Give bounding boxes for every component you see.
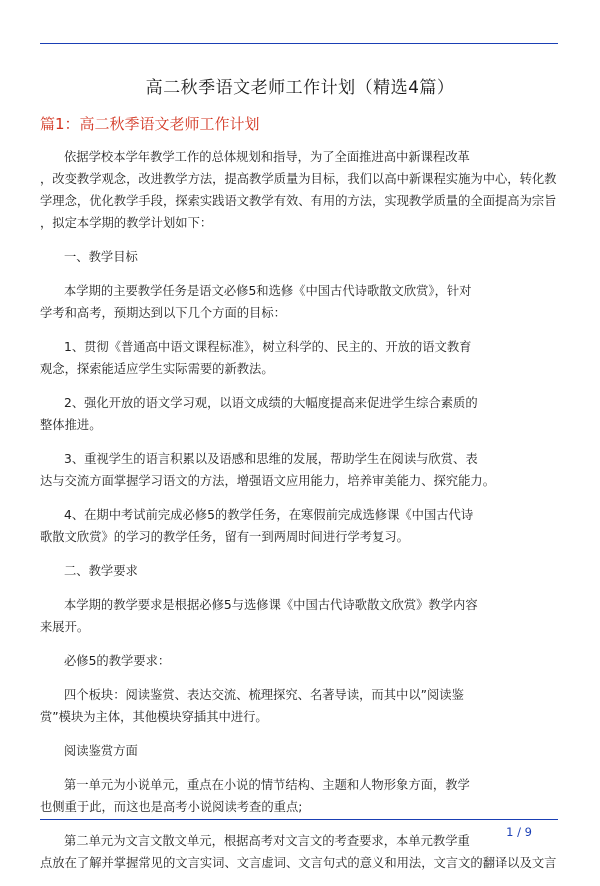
text-line: 来展开。 (40, 620, 90, 634)
page-number: 1 / 9 (506, 825, 532, 839)
text-line: 2、强化开放的语文学习观，以语文成绩的大幅度提高来促进学生综合素质的 (64, 396, 478, 410)
paragraph (40, 504, 560, 548)
paragraph (40, 830, 560, 874)
paragraph (40, 684, 560, 728)
text-line: 本学期的教学要求是根据必修5与选修课《中国古代诗歌散文欣赏》教学内容 (64, 598, 478, 612)
text-line: 整体推进。 (40, 418, 102, 432)
text-line: ，改变教学观念，改进教学方法，提高教学质量为目标，我们以高中新课程实施为中心，转化教 (40, 172, 557, 186)
text-line: 也侧重于此，而这也是高考小说阅读考查的重点; (40, 800, 303, 814)
paragraph (40, 560, 560, 582)
text-line: 本学期的主要教学任务是语文必修5和选修《中国古代诗歌散文欣赏》，针对 (64, 284, 472, 298)
text-line: 赏”模块为主体，其他模块穿插其中进行。 (40, 710, 268, 724)
text-line: 一、教学目标 (64, 250, 138, 264)
document-title: 高二秋季语文老师工作计划（精选4篇） (145, 78, 455, 98)
text-line: 3、重视学生的语言积累以及语感和思维的发展，帮助学生在阅读与欣赏、表 (64, 452, 478, 466)
text-line: 观念，探索能适应学生实际需要的新教法。 (40, 362, 274, 376)
text-line: 歌散文欣赏》的学习的教学任务，留有一到两周时间进行学考复习。 (40, 530, 409, 544)
section-heading: 篇1：高二秋季语文老师工作计划 (40, 115, 260, 133)
text-line: 依据学校本学年教学工作的总体规划和指导，为了全面推进高中新课程改革 (64, 150, 470, 164)
text-line: 达与交流方面掌握学习语文的方法，增强语文应用能力，培养审美能力、探究能力。 (40, 474, 495, 488)
header-rule (40, 43, 558, 44)
paragraph (40, 336, 560, 380)
paragraph (40, 280, 560, 324)
text-line: 4、在期中考试前完成必修5的教学任务，在寒假前完成选修课《中国古代诗 (64, 508, 474, 522)
paragraph (40, 740, 560, 762)
text-line: 学考和高考，预期达到以下几个方面的目标： (40, 306, 286, 320)
text-line: 第二单元为文言文散文单元，根据高考对文言文的考查要求，本单元教学重 (64, 834, 470, 848)
paragraph (40, 146, 560, 234)
text-line: 必修5的教学要求： (64, 654, 171, 668)
paragraph (40, 392, 560, 436)
paragraph (40, 246, 560, 268)
text-line: 点放在了解并掌握常见的文言实词、文言虚词、文言句式的意义和用法，文言文的翻译以及文言 (40, 856, 557, 870)
paragraph (40, 448, 560, 492)
paragraph (40, 594, 560, 638)
footer-rule (40, 819, 558, 820)
text-line: 学理念，优化教学手段，探索实践语文教学有效、有用的方法，实现教学质量的全面提高为宗旨 (40, 194, 557, 208)
document-body (40, 146, 560, 886)
text-line: 四个板块：阅读鉴赏、表达交流、梳理探究、名著导读，而其中以”阅读鉴 (64, 688, 464, 702)
paragraph (40, 650, 560, 672)
text-line: ，拟定本学期的教学计划如下： (40, 216, 213, 230)
text-line: 1、贯彻《普通高中语文课程标准》，树立科学的、民主的、开放的语文教育 (64, 340, 472, 354)
text-line: 二、教学要求 (64, 564, 138, 578)
text-line: 第一单元为小说单元，重点在小说的情节结构、主题和人物形象方面，教学 (64, 778, 470, 792)
text-line: 阅读鉴赏方面 (64, 744, 138, 758)
paragraph (40, 774, 560, 818)
